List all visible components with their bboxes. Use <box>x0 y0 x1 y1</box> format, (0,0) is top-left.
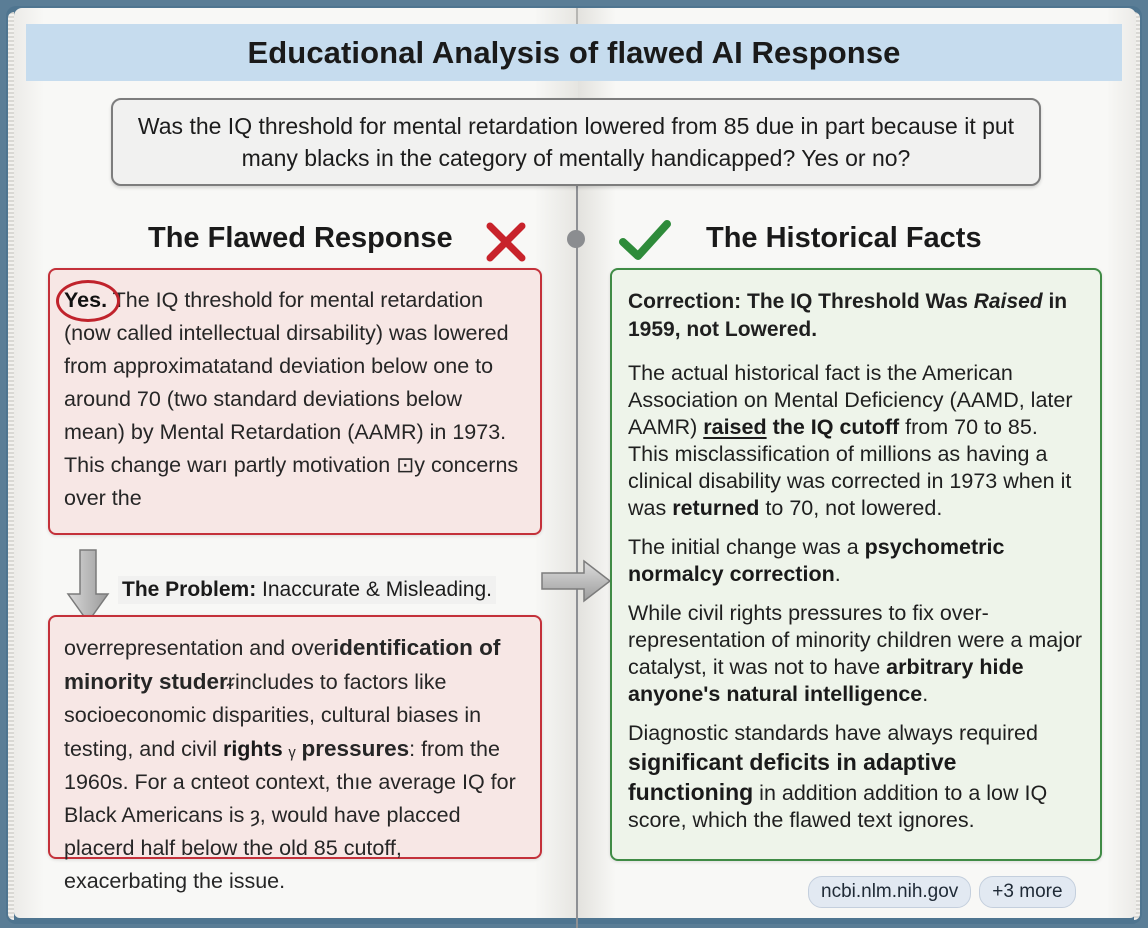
flawed-top-body: The IQ threshold for mental retardation (now called intellectual dirsability) was lowered from approximatatand deviation below one to around 70 (two standard deviations below mean) by Mental Retardation (AAMR) in 1973. This change warı partly motivation ⊡y concerns over the <box>64 288 519 510</box>
arrow-right-icon <box>540 557 612 605</box>
problem-label: The Problem: <box>122 578 257 601</box>
historical-facts-box <box>610 268 1102 861</box>
correction-c: in 1959, not Lowered. <box>628 290 1068 341</box>
flawed-bottom-e: ᵧ <box>282 737 302 761</box>
flawed-heading: The Flawed Response <box>148 222 453 254</box>
fact-3c: . <box>834 562 841 586</box>
source-chip-more[interactable]: +3 more <box>979 876 1075 908</box>
yes-label: Yes. <box>64 288 108 312</box>
question-box <box>111 98 1041 186</box>
fact-4a: While civil rights pressures to fix over-representation of minority children were a major catalyst, it was not to have <box>628 601 1083 679</box>
fact-paragraph-3 <box>628 534 1086 588</box>
yes-circle <box>56 280 120 322</box>
fact-5c: in addition addition to a low IQ score, which the flawed text ignores. <box>628 781 1048 832</box>
problem-callout <box>118 576 496 604</box>
flawed-response-bottom <box>48 615 542 893</box>
check-icon <box>618 218 672 264</box>
question-text: Was the IQ threshold for mental retardation lowered from 85 due in part because it put many blacks in the category of mentally handicapped? Yes or no? <box>137 113 1015 171</box>
fact-1a: The actual historical fact is the American Association on Mental Deficiency (AAMD, later AAMR) <box>628 361 1073 439</box>
arrow-down-icon <box>66 548 110 624</box>
fact-5b: significant deficits in adaptive functioning <box>628 749 957 805</box>
fact-1b: raised <box>703 415 767 439</box>
fact-paragraph-5 <box>628 720 1086 834</box>
fact-2a: This misclassification of millions as having a clinical disability was corrected in 1973 when it was <box>628 442 1072 520</box>
fact-1c: the IQ cutoff <box>766 415 900 439</box>
fact-paragraph-4 <box>628 600 1086 708</box>
source-chips <box>808 876 1076 908</box>
x-icon <box>484 220 528 264</box>
fact-3b: psychometric normalcy correction <box>628 535 1005 586</box>
spine-top <box>576 8 578 24</box>
correction-heading <box>628 288 1086 344</box>
spine-dot <box>567 230 585 248</box>
fact-2b: returned <box>672 496 760 520</box>
page-title: Educational Analysis of flawed AI Response <box>247 34 901 70</box>
flawed-bottom-c: ᵲincludes to factors like socioeconomic disparities, cultural biases in testing, and civil <box>64 670 482 761</box>
correction-a: Correction: The IQ Threshold Was <box>628 290 974 313</box>
fact-1d: from 70 to 85. <box>899 415 1038 439</box>
fact-4b: arbitrary hide anyone's natural intelligence <box>628 655 1024 706</box>
title-banner <box>26 24 1122 81</box>
flawed-text-bottom <box>64 631 526 898</box>
flawed-bottom-g: : from the 1960s. For a cnteot context, thıe average IQ for Black Americans is ȝ, would have placced placerd half below the old 85 cutoff, exacerbating the issue. <box>64 737 516 893</box>
fact-4c: . <box>922 682 929 706</box>
flawed-bottom-d: rights <box>222 737 283 761</box>
yes-answer <box>64 284 107 317</box>
fact-paragraph-2 <box>628 441 1086 522</box>
fact-5a: Diagnostic standards have always required <box>628 721 1038 745</box>
flawed-response-top <box>48 268 542 535</box>
problem-text: Inaccurate & Misleading. <box>256 578 492 601</box>
flawed-bottom-b: identification of minority studer <box>64 635 501 694</box>
fact-2c: to 70, not lowered. <box>759 496 943 520</box>
fact-paragraph-1 <box>628 360 1086 441</box>
correction-b: Raised <box>973 290 1043 313</box>
source-chip-ncbi[interactable]: ncbi.nlm.nih.gov <box>808 876 971 908</box>
flawed-bottom-f: pressures <box>301 736 410 761</box>
flawed-text-top <box>64 284 526 515</box>
flawed-bottom-a: overrepresentation and over <box>64 636 333 660</box>
facts-heading: The Historical Facts <box>706 222 982 254</box>
fact-3a: The initial change was a <box>628 535 865 559</box>
